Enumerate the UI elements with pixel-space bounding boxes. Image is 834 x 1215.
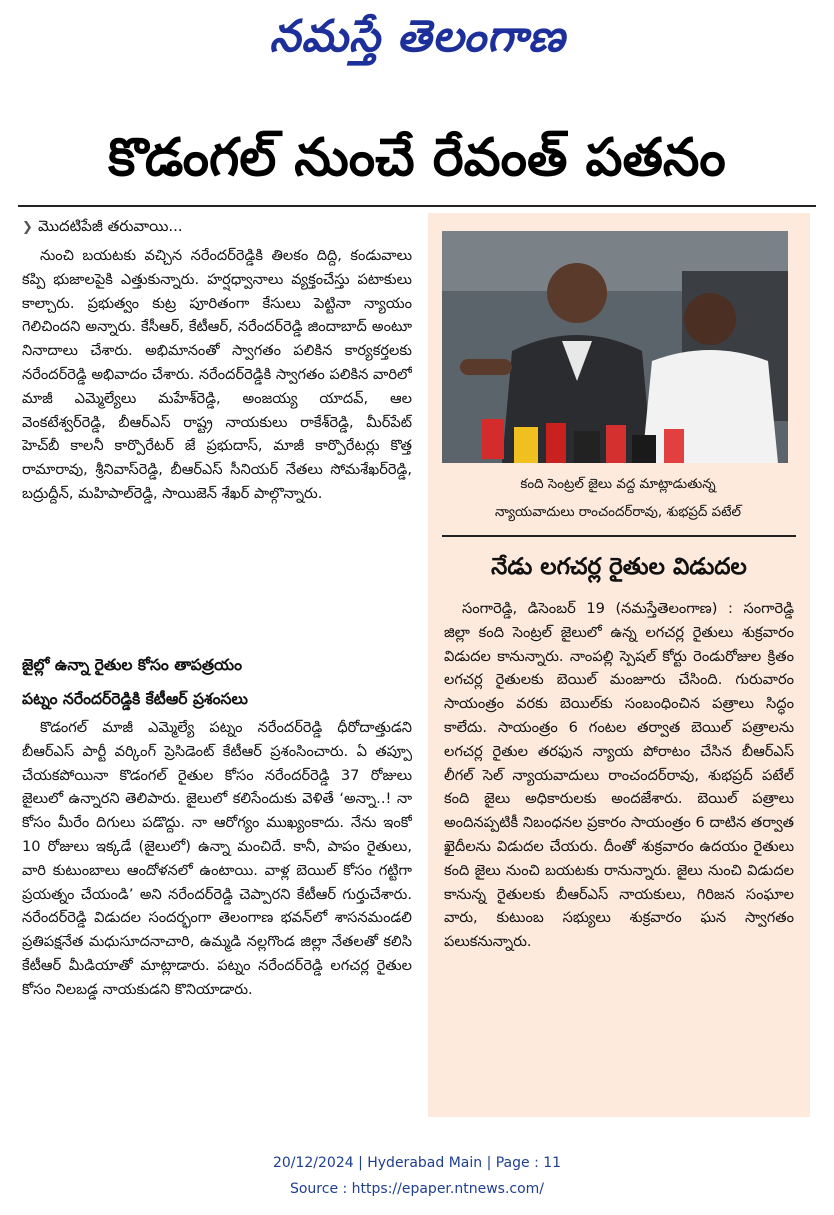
subheading-1: జైల్లో ఉన్నా రైతుల కోసం తాపత్రయం [22, 656, 242, 674]
headline: కొడంగల్ నుంచే రేవంత్ పతనం [108, 128, 726, 188]
left-column [22, 210, 412, 1130]
footer-source: Source : https://epaper.ntnews.com/ [289, 1181, 545, 1197]
subheading-2: పట్నం నరేందర్‌రెడ్డికి కేటీఆర్ ప్రశంసలు [22, 690, 248, 708]
newspaper-logo: నమస్తే తెలంగాణ [269, 11, 566, 62]
masthead [0, 0, 834, 78]
article-paragraph-2: కొడంగల్ మాజీ ఎమ్మెల్యే పట్నం నరేందర్‌రెడ్డి ధీరోదాత్తుడని బీఆర్‌ఎస్ పార్టీ వర్కింగ్ ప్రెసిడెంట్ కేటీఆర్ ప్రశంసించారు. ఏ తప్పూ చేయకపోయినా కొడంగల్ రైతుల కోసం నరేందర్‌రెడ్డి 37 రోజులు జైలులో ఉన్నారని తెలిపారు. జైలులో కలిసేందుకు వెళితే ‘అన్నా..! నా కోసం మీరేం దిగులు పడొద్దు. నా ఆరోగ్యం ముఖ్యంకాదు. నేను ఇంకో 10 రోజులు ఇక్కడే (జైలులో) ఉన్నా మంచిదే. కానీ, పాపం రైతులు, వారి కుటుంబాలు ఆందోళనలో ఉంటాయి. వాళ్ల బెయిల్ కోసం గట్టిగా ప్రయత్నం చేయండి’ అని నరేందర్‌రెడ్డి చెప్పారని కేటీఆర్ గుర్తుచేశారు. నరేందర్‌రెడ్డి విడుదల సందర్భంగా తెలంగాణ భవన్‌లో శాసనమండలి ప్రతిపక్షనేత మధుసూదనాచారి, ఉమ్మడి నల్లగొండ జిల్లా నేతలతో కలిసి కేటీఆర్ మీడియాతో మాట్లాడారు. పట్నం నరేందర్‌రెడ్డి లగచర్ల రైతుల కోసం నిలబడ్డ నాయకుడని కొనియాడారు. [22, 719, 412, 998]
sidebar-box [428, 213, 810, 1117]
article-paragraph-1: నుంచి బయటకు వచ్చిన నరేందర్‌రెడ్డికి తిలకం దిద్ది, కండువాలు కప్పి భుజాలపైకి ఎత్తుకున్నారు. హర్షధ్వానాలు వ్యక్తంచేస్తు పటాకులు కాల్చారు. ప్రభుత్వం కుట్ర పూరితంగా కేసులు పెట్టినా న్యాయం గెలిచిందని అన్నారు. కేసీఆర్, కేటీఆర్, నరేందర్‌రెడ్డి జిందాబాద్ అంటూ నినాదాలు చేశారు. అభిమానంతో స్వాగతం పలికిన కార్యకర్తలకు నరేందర్‌రెడ్డి అభివాదం చేశారు. నరేందర్‌రెడ్డికి స్వాగతం పలికిన వారిలో మాజీ ఎమ్మెల్యేలు మహేశ్‌రెడ్డి, అంజయ్య యాదవ్, ఆల వెంకటేశ్వర్‌రెడ్డి, బీఆర్‌ఎస్ రాష్ట్ర నాయకులు రాకేశ్‌రెడ్డి, మీర్‌పేట్ హెచ్‌బీ కాలనీ కార్పొరేటర్ జే ప్రభుదాస్, మాజీ కార్పొరేటర్లు కొత్త రామారావు, శ్రీనివాస్‌రెడ్డి, బీఆర్‌ఎస్ సీనియర్ నేతలు సోమశేఖర్‌రెడ్డి, బద్రుద్దీన్, మహిపాల్‌రెడ్డి, సాయిజెన్ శేఖర్ పాల్గొన్నారు. [22, 247, 412, 502]
continuation-label [22, 214, 412, 238]
caption-line-2: న్యాయవాదులు రాంచందర్‌రావు, శుభప్రద్ పటేల్ [495, 505, 741, 520]
news-photo [442, 231, 788, 463]
footer [0, 1150, 834, 1202]
sidebar-article: సంగారెడ్డి, డిసెంబర్ 19 (నమస్తేతెలంగాణ) : సంగారెడ్డి జిల్లా కంది సెంట్రల్ జైలులో ఉన్న లగచర్ల రైతులు శుక్రవారం విడుదల కానున్నారు. నాంపల్లి స్పెషల్ కోర్టు రెండురోజుల క్రితం లగచర్ల రైతులకు బెయిల్ మంజూరు చేసింది. గురువారం సాయంత్రం వరకు బెయిల్‌కు సంబంధించిన పత్రాలు సిద్ధం కాలేదు. సాయంత్రం 6 గంటల తర్వాత బెయిల్ పత్రాలను లగచర్ల రైతుల తరఫున న్యాయ పోరాటం చేసిన బీఆర్‌ఎస్ లీగల్ సెల్ న్యాయవాదులు రాంచందర్‌రావు, శుభప్రద్ పటేల్ కంది జైలు అధికారులకు అందజేశారు. బెయిల్ పత్రాలు అందినప్పటికీ నిబంధనల ప్రకారం సాయంత్రం 6 దాటిన తర్వాత ఖైదీలను విడుదల చేయరు. దీంతో శుక్రవారం ఉదయం రైతులు కంది జైలు నుంచి బయటకు రానున్నారు. జైలు నుంచి విడుదల కానున్న రైతులకు బీఆర్‌ఎస్ నాయకులు, గిరిజన సంఘాల వారు, కుటుంబ సభ్యులు శుక్రవారం ఘన స్వాగతం పలుకనున్నారు. [444, 600, 794, 951]
chevron-right-icon: ❯ [22, 220, 33, 235]
footer-date-edition: 20/12/2024 | Hyderabad Main | Page : 11 [272, 1155, 562, 1171]
caption-line-1: కంది సెంట్రల్ జైలు వద్ద మాట్లాడుతున్న [520, 477, 716, 492]
photo-illustration [442, 231, 788, 463]
photo-caption [442, 471, 794, 527]
headline-rule [18, 205, 816, 207]
sidebar-rule [442, 535, 796, 537]
continuation-text: మొదటిపేజీ తరువాయి... [38, 217, 183, 235]
sidebar-heading: నేడు లగచర్ల రైతుల విడుదల [491, 554, 747, 580]
